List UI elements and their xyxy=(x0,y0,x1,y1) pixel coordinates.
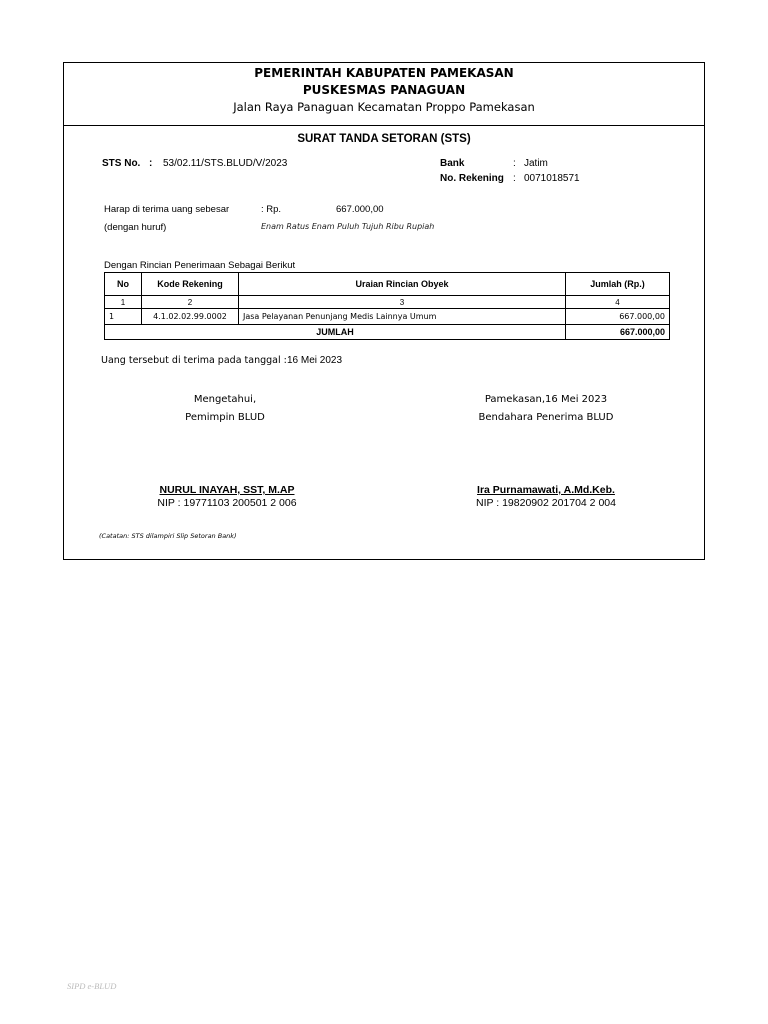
total-value: 667.000,00 xyxy=(566,325,670,340)
rekening-value: 0071018571 xyxy=(524,173,580,184)
index-cell: 3 xyxy=(239,296,566,309)
words-label: (dengan huruf) xyxy=(104,222,167,233)
bank-label: Bank xyxy=(440,158,465,169)
right-signer-nip: NIP : 19820902 201704 2 004 xyxy=(476,497,616,509)
rekening-label: No. Rekening xyxy=(440,173,504,184)
amount-label: Harap di terima uang sebesar xyxy=(104,204,230,215)
sts-no-value: 53/02.11/STS.BLUD/V/2023 xyxy=(163,158,288,169)
right-sign-line2: Bendahara Penerima BLUD xyxy=(478,412,614,423)
sts-no-label: STS No. xyxy=(102,158,141,169)
left-sign-line2: Pemimpin BLUD xyxy=(185,412,265,423)
col-uraian: Uraian Rincian Obyek xyxy=(239,273,566,296)
row-kode: 4.1.02.02.99.0002 xyxy=(142,309,239,325)
row-no: 1 xyxy=(105,309,142,325)
col-kode: Kode Rekening xyxy=(142,273,239,296)
row-jumlah: 667.000,00 xyxy=(566,309,670,325)
receipt-details-table xyxy=(104,272,670,340)
government-name: PEMERINTAH KABUPATEN PAMEKASAN xyxy=(254,66,514,80)
left-signer-name: NURUL INAYAH, SST, M.AP xyxy=(159,484,295,496)
institution-name: PUSKESMAS PANAGUAN xyxy=(302,83,466,97)
index-cell: 1 xyxy=(105,296,142,309)
row-uraian: Jasa Pelayanan Penunjang Medis Lainnya Umum xyxy=(239,309,566,325)
left-sign-line1: Mengetahui, xyxy=(193,394,257,405)
sts-no-sep: : xyxy=(149,158,153,169)
index-cell: 2 xyxy=(142,296,239,309)
col-jumlah: Jumlah (Rp.) xyxy=(566,273,670,296)
right-signer-name: Ira Purnamawati, A.Md.Keb. xyxy=(477,484,615,496)
received-label: Uang tersebut di terima pada tanggal : xyxy=(101,355,287,366)
letterhead xyxy=(64,63,704,126)
bank-slip-note: (Catatan: STS dilampiri Slip Setoran Bank) xyxy=(99,532,237,540)
index-cell: 4 xyxy=(566,296,670,309)
column-index-row xyxy=(105,296,670,309)
footer-watermark: SIPD e-BLUD xyxy=(67,981,117,991)
table-row xyxy=(105,309,670,325)
amount-in-words: Enam Ratus Enam Puluh Tujuh Ribu Rupiah xyxy=(261,222,435,231)
amount-currency: : Rp. xyxy=(261,204,282,215)
total-row xyxy=(105,325,670,340)
amount-value: 667.000,00 xyxy=(336,204,384,215)
col-no: No xyxy=(105,273,142,296)
bank-value: Jatim xyxy=(524,158,548,169)
table-caption: Dengan Rincian Penerimaan Sebagai Berikut xyxy=(104,260,296,271)
document-title: SURAT TANDA SETORAN (STS) xyxy=(297,133,471,145)
sts-document xyxy=(63,62,705,560)
institution-address: Jalan Raya Panaguan Kecamatan Proppo Pamekasan xyxy=(233,100,535,114)
left-signer-nip: NIP : 19771103 200501 2 006 xyxy=(157,497,297,509)
received-date: 16 Mei 2023 xyxy=(287,355,343,366)
table-header-row xyxy=(105,273,670,296)
bank-sep: : xyxy=(513,158,516,169)
rekening-sep: : xyxy=(513,173,516,184)
right-sign-line1: Pamekasan,16 Mei 2023 xyxy=(484,394,608,405)
total-label: JUMLAH xyxy=(105,325,566,340)
